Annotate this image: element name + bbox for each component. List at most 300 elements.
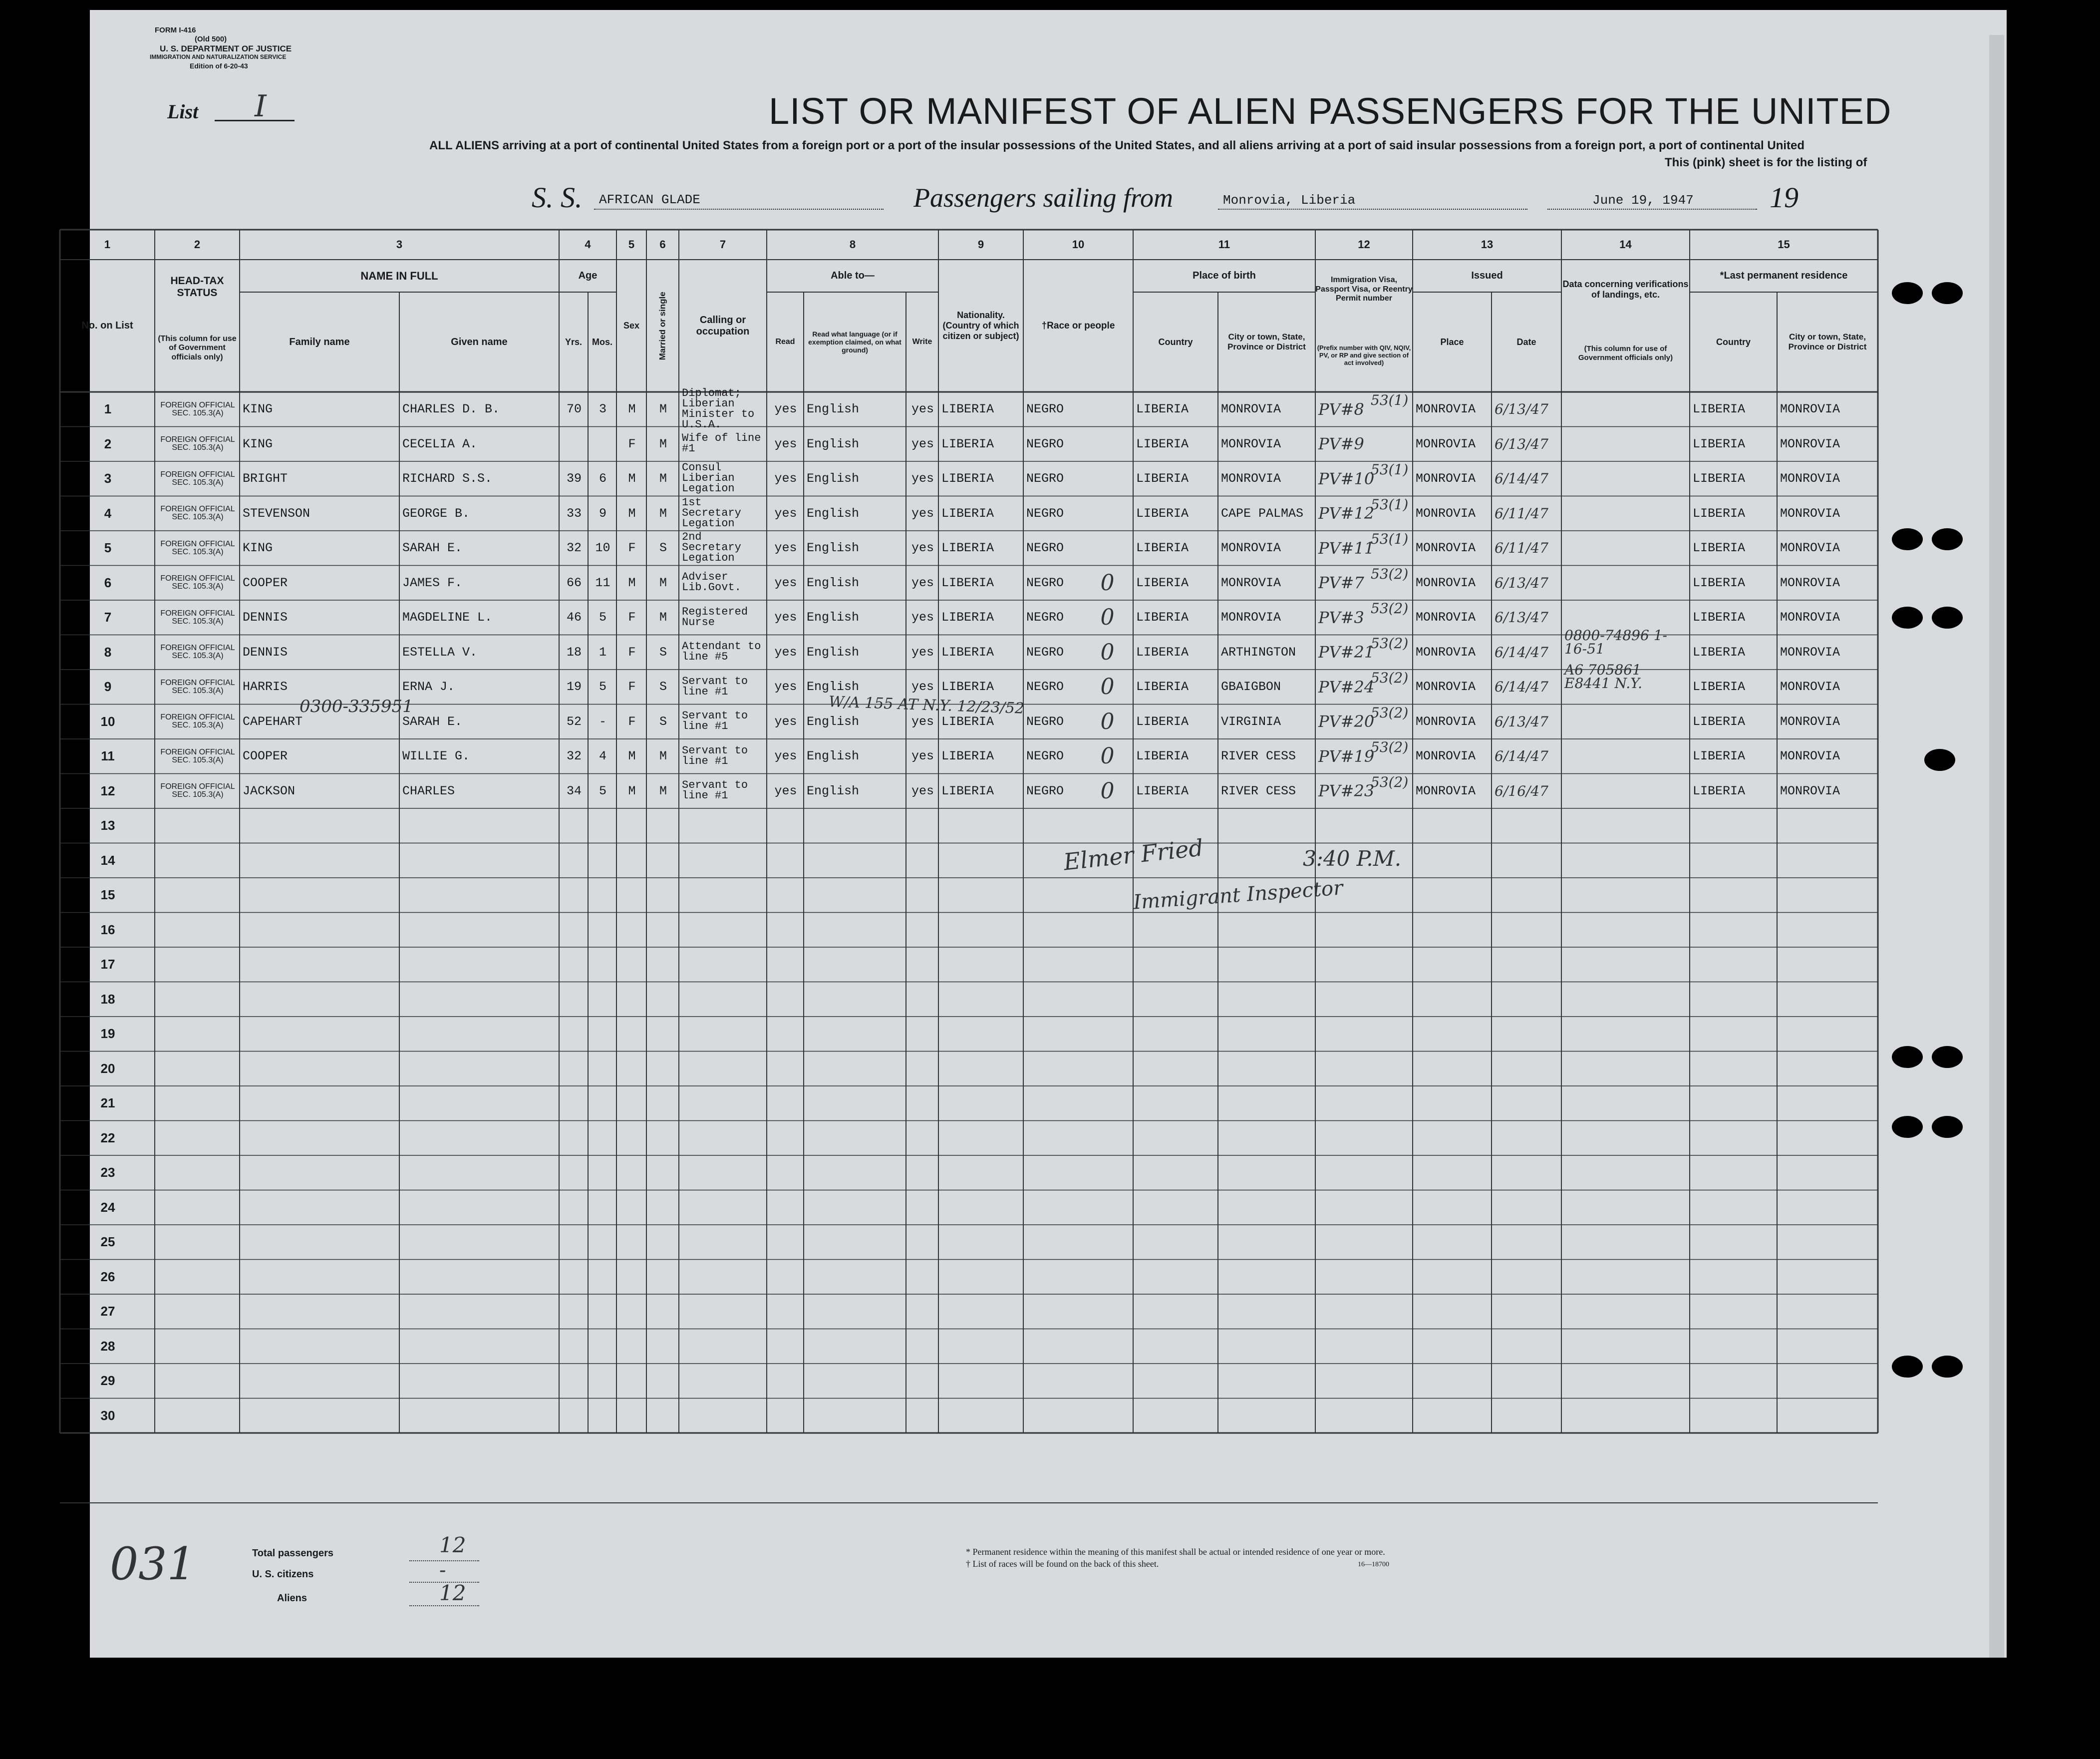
header-no-on-list-text: No. on List [81, 320, 133, 331]
visa-number: PV#7 [1318, 573, 1364, 593]
birth-city: MONROVIA [1221, 436, 1281, 451]
residence-city: MONROVIA [1780, 402, 1840, 417]
total-line [409, 1560, 479, 1561]
visa-number: PV#3 [1318, 608, 1364, 627]
can-write: yes [911, 610, 934, 625]
check-mark: 0 [1100, 743, 1115, 769]
header-calling-text: Calling or occupation [696, 314, 750, 337]
sex: M [628, 749, 636, 764]
occupation: Adviser Lib.Govt. [682, 571, 741, 594]
header-sex-text: Sex [623, 321, 640, 331]
ship-name: AFRICAN GLADE [599, 192, 700, 207]
married-status: M [659, 506, 667, 521]
race: NEGRO [1026, 783, 1064, 798]
header-res-country-text: Country [1716, 337, 1751, 347]
can-read: yes [774, 575, 797, 590]
column-number: 2 [194, 238, 201, 251]
married-status: S [659, 645, 667, 660]
occupation: Attendant to line #5 [682, 640, 761, 664]
occupation: Consul Liberian Legation [682, 461, 735, 495]
check-mark: 0 [1100, 570, 1115, 596]
header-family-name [240, 292, 399, 392]
column-number: 6 [659, 238, 666, 251]
occupation: Wife of line #1 [682, 432, 761, 455]
header-birth-country-text: Country [1158, 337, 1193, 347]
residence-city: MONROVIA [1780, 575, 1840, 590]
issued-place: MONROVIA [1416, 541, 1476, 556]
header-able-to-text: Able to— [831, 270, 875, 281]
date-line [1547, 209, 1757, 210]
check-mark [1094, 392, 1121, 427]
can-read: yes [774, 436, 797, 451]
empty-row-number: 24 [100, 1199, 115, 1215]
issued-place: MONROVIA [1416, 402, 1476, 417]
head-tax-stamp: FOREIGN OFFICIAL SEC. 105.3(A) [160, 678, 235, 695]
age-months: 1 [599, 645, 606, 660]
punch-hole [1924, 749, 1955, 771]
family-name: DENNIS [243, 610, 288, 625]
port-line [1218, 209, 1527, 210]
check-mark: 0 [1100, 674, 1115, 700]
head-tax-stamp: FOREIGN OFFICIAL SEC. 105.3(A) [160, 609, 235, 626]
sex: M [628, 575, 636, 590]
married-status: S [659, 680, 667, 695]
head-tax-stamp: FOREIGN OFFICIAL SEC. 105.3(A) [160, 470, 235, 487]
punch-hole [1932, 1356, 1963, 1378]
column-number: 14 [1619, 238, 1632, 251]
list-label: List [167, 100, 199, 123]
married-status: M [659, 575, 667, 590]
birth-country: LIBERIA [1136, 471, 1189, 486]
header-issued-place-text: Place [1440, 337, 1464, 347]
header-visa [1315, 260, 1413, 320]
visa-section: 53(1) [1371, 496, 1409, 513]
header-mos-text: Mos. [592, 337, 612, 347]
sex: M [628, 402, 636, 417]
race: NEGRO [1026, 749, 1064, 764]
nationality: LIBERIA [941, 471, 994, 486]
residence-country: LIBERIA [1693, 471, 1746, 486]
residence-country: LIBERIA [1693, 575, 1746, 590]
us-citizens-label: U. S. citizens [252, 1569, 314, 1580]
header-visa-note [1315, 320, 1413, 392]
nationality: LIBERIA [941, 783, 994, 798]
race: NEGRO [1026, 575, 1064, 590]
empty-row-number: 18 [100, 991, 115, 1007]
residence-country: LIBERIA [1693, 749, 1746, 764]
visa-number: PV#10 [1318, 469, 1375, 488]
age-months: - [599, 714, 606, 729]
header-given-name [399, 292, 559, 392]
married-status: M [659, 749, 667, 764]
nationality: LIBERIA [941, 610, 994, 625]
empty-row-number: 22 [100, 1130, 115, 1145]
age-months: 11 [595, 575, 610, 590]
age-months: 9 [599, 506, 606, 521]
race: NEGRO [1026, 680, 1064, 695]
can-read: yes [774, 541, 797, 556]
family-name: KING [243, 402, 273, 417]
visa-number: PV#19 [1318, 746, 1375, 766]
row-number: 3 [104, 471, 112, 486]
check-mark [1094, 461, 1121, 496]
birth-city: MONROVIA [1221, 402, 1281, 417]
married-status: M [659, 436, 667, 451]
header-verifications-note-text: (This column for use of Government officials only) [1578, 345, 1673, 362]
read-language: English [807, 610, 860, 625]
footnote-code: 16—18700 [1358, 1561, 1389, 1568]
header-read-text: Read [775, 337, 795, 346]
punch-hole [1892, 1046, 1923, 1068]
family-name: KING [243, 541, 273, 556]
can-write: yes [911, 714, 934, 729]
row-number: 7 [104, 610, 112, 625]
age-years: 32 [566, 541, 582, 556]
issued-date: 6/14/47 [1495, 470, 1548, 487]
can-read: yes [774, 783, 797, 798]
punch-hole [1932, 607, 1963, 629]
birth-country: LIBERIA [1136, 541, 1189, 556]
family-name: CAPEHART [243, 714, 303, 729]
nationality: LIBERIA [941, 541, 994, 556]
inspector-signature: Elmer Fried [1062, 834, 1205, 876]
given-name: WILLIE G. [402, 749, 470, 764]
residence-country: LIBERIA [1693, 714, 1746, 729]
header-sex [616, 260, 646, 392]
birth-country: LIBERIA [1136, 783, 1189, 798]
head-tax-stamp: FOREIGN OFFICIAL SEC. 105.3(A) [160, 782, 235, 799]
header-race-text: †Race or people [1041, 320, 1115, 331]
head-tax-stamp: FOREIGN OFFICIAL SEC. 105.3(A) [160, 713, 235, 730]
punch-hole [1932, 1046, 1963, 1068]
head-tax-stamp: FOREIGN OFFICIAL SEC. 105.3(A) [160, 505, 235, 522]
header-read-language [804, 292, 906, 392]
empty-row-number: 15 [100, 887, 115, 903]
page-number: 031 [110, 1538, 196, 1590]
column-number: 9 [977, 238, 984, 251]
age-years: 33 [566, 506, 582, 521]
birth-city: MONROVIA [1221, 610, 1281, 625]
harris-number: 0300-335951 [300, 697, 413, 716]
visa-number: PV#9 [1318, 434, 1364, 454]
footnote-2: † List of races will be found on the back of this sheet. [966, 1559, 1159, 1569]
header-nationality-text: Nationality. (Country of which citizen or subject) [942, 310, 1019, 341]
aliens-value: 12 [439, 1581, 466, 1605]
column-number: 7 [719, 238, 726, 251]
visa-section: 53(2) [1371, 635, 1409, 652]
sex: F [628, 680, 636, 695]
empty-row-number: 13 [100, 818, 115, 833]
issued-date: 6/11/47 [1495, 540, 1548, 557]
family-name: COOPER [243, 749, 288, 764]
header-read-language-text: Read what language (or if exemption claimed, on what ground) [808, 330, 901, 354]
aliens-line [409, 1605, 479, 1606]
punch-hole [1892, 528, 1923, 550]
birth-city: MONROVIA [1221, 575, 1281, 590]
header-issued-date-text: Date [1516, 337, 1536, 347]
sex: F [628, 610, 636, 625]
visa-section: 53(1) [1371, 392, 1409, 409]
header-write [906, 292, 938, 392]
header-res-country [1690, 292, 1777, 392]
empty-row-number: 17 [100, 957, 115, 972]
column-number: 8 [849, 238, 856, 251]
age-months: 4 [599, 749, 606, 764]
ship-line [594, 209, 884, 210]
residence-city: MONROVIA [1780, 436, 1840, 451]
column-number: 11 [1218, 238, 1230, 251]
can-read: yes [774, 402, 797, 417]
row-number: 6 [104, 575, 112, 590]
can-read: yes [774, 610, 797, 625]
issued-date: 6/13/47 [1495, 435, 1548, 452]
punch-hole [1932, 282, 1963, 304]
issued-place: MONROVIA [1416, 575, 1476, 590]
header-calling [679, 260, 767, 392]
read-language: English [807, 471, 860, 486]
given-name: CHARLES D. B. [402, 402, 500, 417]
punch-hole [1892, 282, 1923, 304]
sex: M [628, 506, 636, 521]
header-yrs [559, 292, 588, 392]
residence-country: LIBERIA [1693, 436, 1746, 451]
head-tax-stamp: FOREIGN OFFICIAL SEC. 105.3(A) [160, 747, 235, 764]
age-years: 39 [566, 471, 582, 486]
total-passengers-label: Total passengers [252, 1548, 334, 1559]
given-name: CECELIA A. [402, 436, 478, 451]
visa-number: PV#8 [1318, 399, 1364, 419]
header-head-tax-text: HEAD-TAX STATUS [170, 275, 224, 299]
residence-country: LIBERIA [1693, 680, 1746, 695]
empty-row-number: 30 [100, 1407, 115, 1423]
given-name: SARAH E. [402, 714, 463, 729]
residence-city: MONROVIA [1780, 506, 1840, 521]
header-read [767, 292, 804, 392]
read-language: English [807, 506, 860, 521]
family-name: JACKSON [243, 783, 296, 798]
empty-row-number: 19 [100, 1026, 115, 1042]
row-number: 8 [104, 644, 112, 660]
column-number: 1 [104, 238, 111, 251]
header-verifications-text: Data concerning verifications of landings, etc. [1562, 279, 1689, 300]
age-years: 32 [566, 749, 582, 764]
residence-city: MONROVIA [1780, 783, 1840, 798]
empty-row-number: 14 [100, 852, 115, 868]
list-value: I [255, 89, 267, 124]
issued-date: 6/13/47 [1495, 609, 1548, 626]
residence-country: LIBERIA [1693, 610, 1746, 625]
sailing-label: Passengers sailing from [913, 183, 1174, 213]
page-title: LIST OR MANIFEST OF ALIEN PASSENGERS FOR THE UNITED [769, 90, 1892, 132]
can-read: yes [774, 749, 797, 764]
can-write: yes [911, 645, 934, 660]
occupation: Servant to line #1 [682, 675, 748, 698]
residence-city: MONROVIA [1780, 610, 1840, 625]
year-suffix: 19 [1770, 181, 1799, 214]
given-name: ESTELLA V. [402, 645, 478, 660]
punch-hole [1932, 528, 1963, 550]
given-name: SARAH E. [402, 541, 463, 556]
issued-place: MONROVIA [1416, 436, 1476, 451]
birth-city: GBAIGBON [1221, 680, 1281, 695]
verification-note: 0800-74896 1-16-51 [1564, 627, 1667, 657]
birth-country: LIBERIA [1136, 436, 1189, 451]
residence-city: MONROVIA [1780, 471, 1840, 486]
header-visa-note-text: (Prefix number with QIV, NQIV, PV, or RP and give section of act involved) [1317, 344, 1411, 366]
old-form-number: (Old 500) [195, 35, 227, 43]
can-write: yes [911, 506, 934, 521]
header-head-tax-note-text: (This column for use of Government officials only) [158, 334, 237, 361]
birth-country: LIBERIA [1136, 506, 1189, 521]
read-language: English [807, 436, 860, 451]
nationality: LIBERIA [941, 749, 994, 764]
married-status: M [659, 402, 667, 417]
subtitle-2: This (pink) sheet is for the listing of [1665, 156, 1867, 169]
header-no-on-list [60, 260, 155, 392]
age-months [591, 427, 614, 462]
issued-place: MONROVIA [1416, 680, 1476, 695]
issued-date: 6/11/47 [1495, 505, 1548, 522]
header-issued-date [1492, 292, 1561, 392]
age-years: 34 [566, 783, 582, 798]
row-number: 4 [104, 505, 112, 521]
birth-city: RIVER CESS [1221, 783, 1296, 798]
can-write: yes [911, 471, 934, 486]
residence-city: MONROVIA [1780, 680, 1840, 695]
column-number: 12 [1358, 238, 1370, 251]
issued-date: 6/16/47 [1495, 782, 1548, 799]
race: NEGRO [1026, 610, 1064, 625]
residence-country: LIBERIA [1693, 402, 1746, 417]
can-read: yes [774, 680, 797, 695]
row-number: 9 [104, 679, 112, 695]
header-family-name-text: Family name [289, 336, 350, 348]
given-name: GEORGE B. [402, 506, 470, 521]
age-years: 70 [566, 402, 582, 417]
read-language: English [807, 402, 860, 417]
can-write: yes [911, 680, 934, 695]
row-number: 2 [104, 436, 112, 451]
row-number: 12 [100, 783, 115, 798]
issued-date: 6/14/47 [1495, 748, 1548, 765]
header-res-city [1777, 292, 1878, 392]
header-head-tax-note [155, 305, 240, 392]
visa-number: PV#23 [1318, 781, 1375, 801]
header-able-to [767, 260, 938, 292]
nationality: LIBERIA [941, 575, 994, 590]
given-name: JAMES F. [402, 575, 463, 590]
issued-date: 6/13/47 [1495, 713, 1548, 730]
header-given-name-text: Given name [451, 336, 508, 348]
can-write: yes [911, 575, 934, 590]
header-age-text: Age [578, 270, 598, 281]
race: NEGRO [1026, 506, 1064, 521]
sex: F [628, 541, 636, 556]
occupation: Servant to line #1 [682, 779, 748, 802]
can-read: yes [774, 645, 797, 660]
empty-row-number: 25 [100, 1234, 115, 1250]
check-mark [1094, 531, 1121, 566]
head-tax-stamp: FOREIGN OFFICIAL SEC. 105.3(A) [160, 400, 235, 417]
visa-section: 53(2) [1371, 600, 1409, 617]
header-visa-text: Immigration Visa, Passport Visa, or Reentry Permit number [1315, 276, 1413, 303]
can-write: yes [911, 436, 934, 451]
issued-date: 6/13/47 [1495, 401, 1548, 418]
race: NEGRO [1026, 471, 1064, 486]
residence-country: LIBERIA [1693, 645, 1746, 660]
married-status: M [659, 471, 667, 486]
birth-country: LIBERIA [1136, 610, 1189, 625]
family-name: DENNIS [243, 645, 288, 660]
empty-row-number: 20 [100, 1060, 115, 1076]
can-write: yes [911, 402, 934, 417]
can-write: yes [911, 749, 934, 764]
column-number: 10 [1072, 238, 1085, 251]
age-months: 6 [599, 471, 606, 486]
birth-city: CAPE PALMAS [1221, 506, 1304, 521]
header-last-residence-text: *Last permanent residence [1720, 270, 1848, 281]
read-language: English [807, 680, 860, 695]
family-name: KING [243, 436, 273, 451]
visa-section: 53(1) [1371, 461, 1409, 478]
header-married-text: Married or single [657, 292, 667, 360]
residence-city: MONROVIA [1780, 749, 1840, 764]
issued-place: MONROVIA [1416, 749, 1476, 764]
empty-row-number: 16 [100, 922, 115, 937]
residence-country: LIBERIA [1693, 783, 1746, 798]
visa-number: PV#11 [1318, 538, 1375, 558]
family-name: BRIGHT [243, 471, 288, 486]
race: NEGRO [1026, 436, 1064, 451]
header-mos [588, 292, 616, 392]
harris-note: W/A 155 AT N.Y. 12/23/52 [828, 693, 1025, 717]
empty-row-number: 21 [100, 1095, 115, 1111]
head-tax-stamp: FOREIGN OFFICIAL SEC. 105.3(A) [160, 539, 235, 556]
issued-date: 6/14/47 [1495, 679, 1548, 696]
read-language: English [807, 749, 860, 764]
row-number: 5 [104, 540, 112, 556]
birth-city: ARTHINGTON [1221, 645, 1296, 660]
verification-note: A6 705861 E8441 N.Y. [1564, 662, 1642, 692]
ss-label: S. S. [532, 181, 583, 214]
read-language: English [807, 541, 860, 556]
header-verifications [1561, 260, 1690, 320]
subtitle: ALL ALIENS arriving at a port of continental United States from a foreign port or a port of the insular possessions of the United States, and all aliens arriving at a port of said insular possessions from a foreign port, a port of continental United [429, 139, 1805, 152]
nationality: LIBERIA [941, 506, 994, 521]
column-number: 3 [396, 238, 403, 251]
check-mark: 0 [1100, 778, 1115, 804]
birth-country: LIBERIA [1136, 645, 1189, 660]
visa-section: 53(2) [1371, 739, 1409, 756]
can-write: yes [911, 541, 934, 556]
age-months: 10 [595, 541, 610, 556]
family-name: COOPER [243, 575, 288, 590]
issued-date: 6/13/47 [1495, 574, 1548, 591]
visa-number: PV#21 [1318, 643, 1375, 662]
department: U. S. DEPARTMENT OF JUSTICE [160, 44, 292, 53]
header-issued [1413, 260, 1561, 292]
check-mark [1094, 496, 1121, 531]
visa-section: 53(2) [1371, 704, 1409, 721]
punch-hole [1932, 1116, 1963, 1138]
verification-note [1564, 759, 1688, 804]
issued-place: MONROVIA [1416, 471, 1476, 486]
header-place-of-birth-text: Place of birth [1193, 270, 1256, 281]
visa-number: PV#20 [1318, 712, 1375, 731]
birth-country: LIBERIA [1136, 575, 1189, 590]
header-write-text: Write [912, 337, 932, 346]
head-tax-stamp: FOREIGN OFFICIAL SEC. 105.3(A) [160, 644, 235, 661]
